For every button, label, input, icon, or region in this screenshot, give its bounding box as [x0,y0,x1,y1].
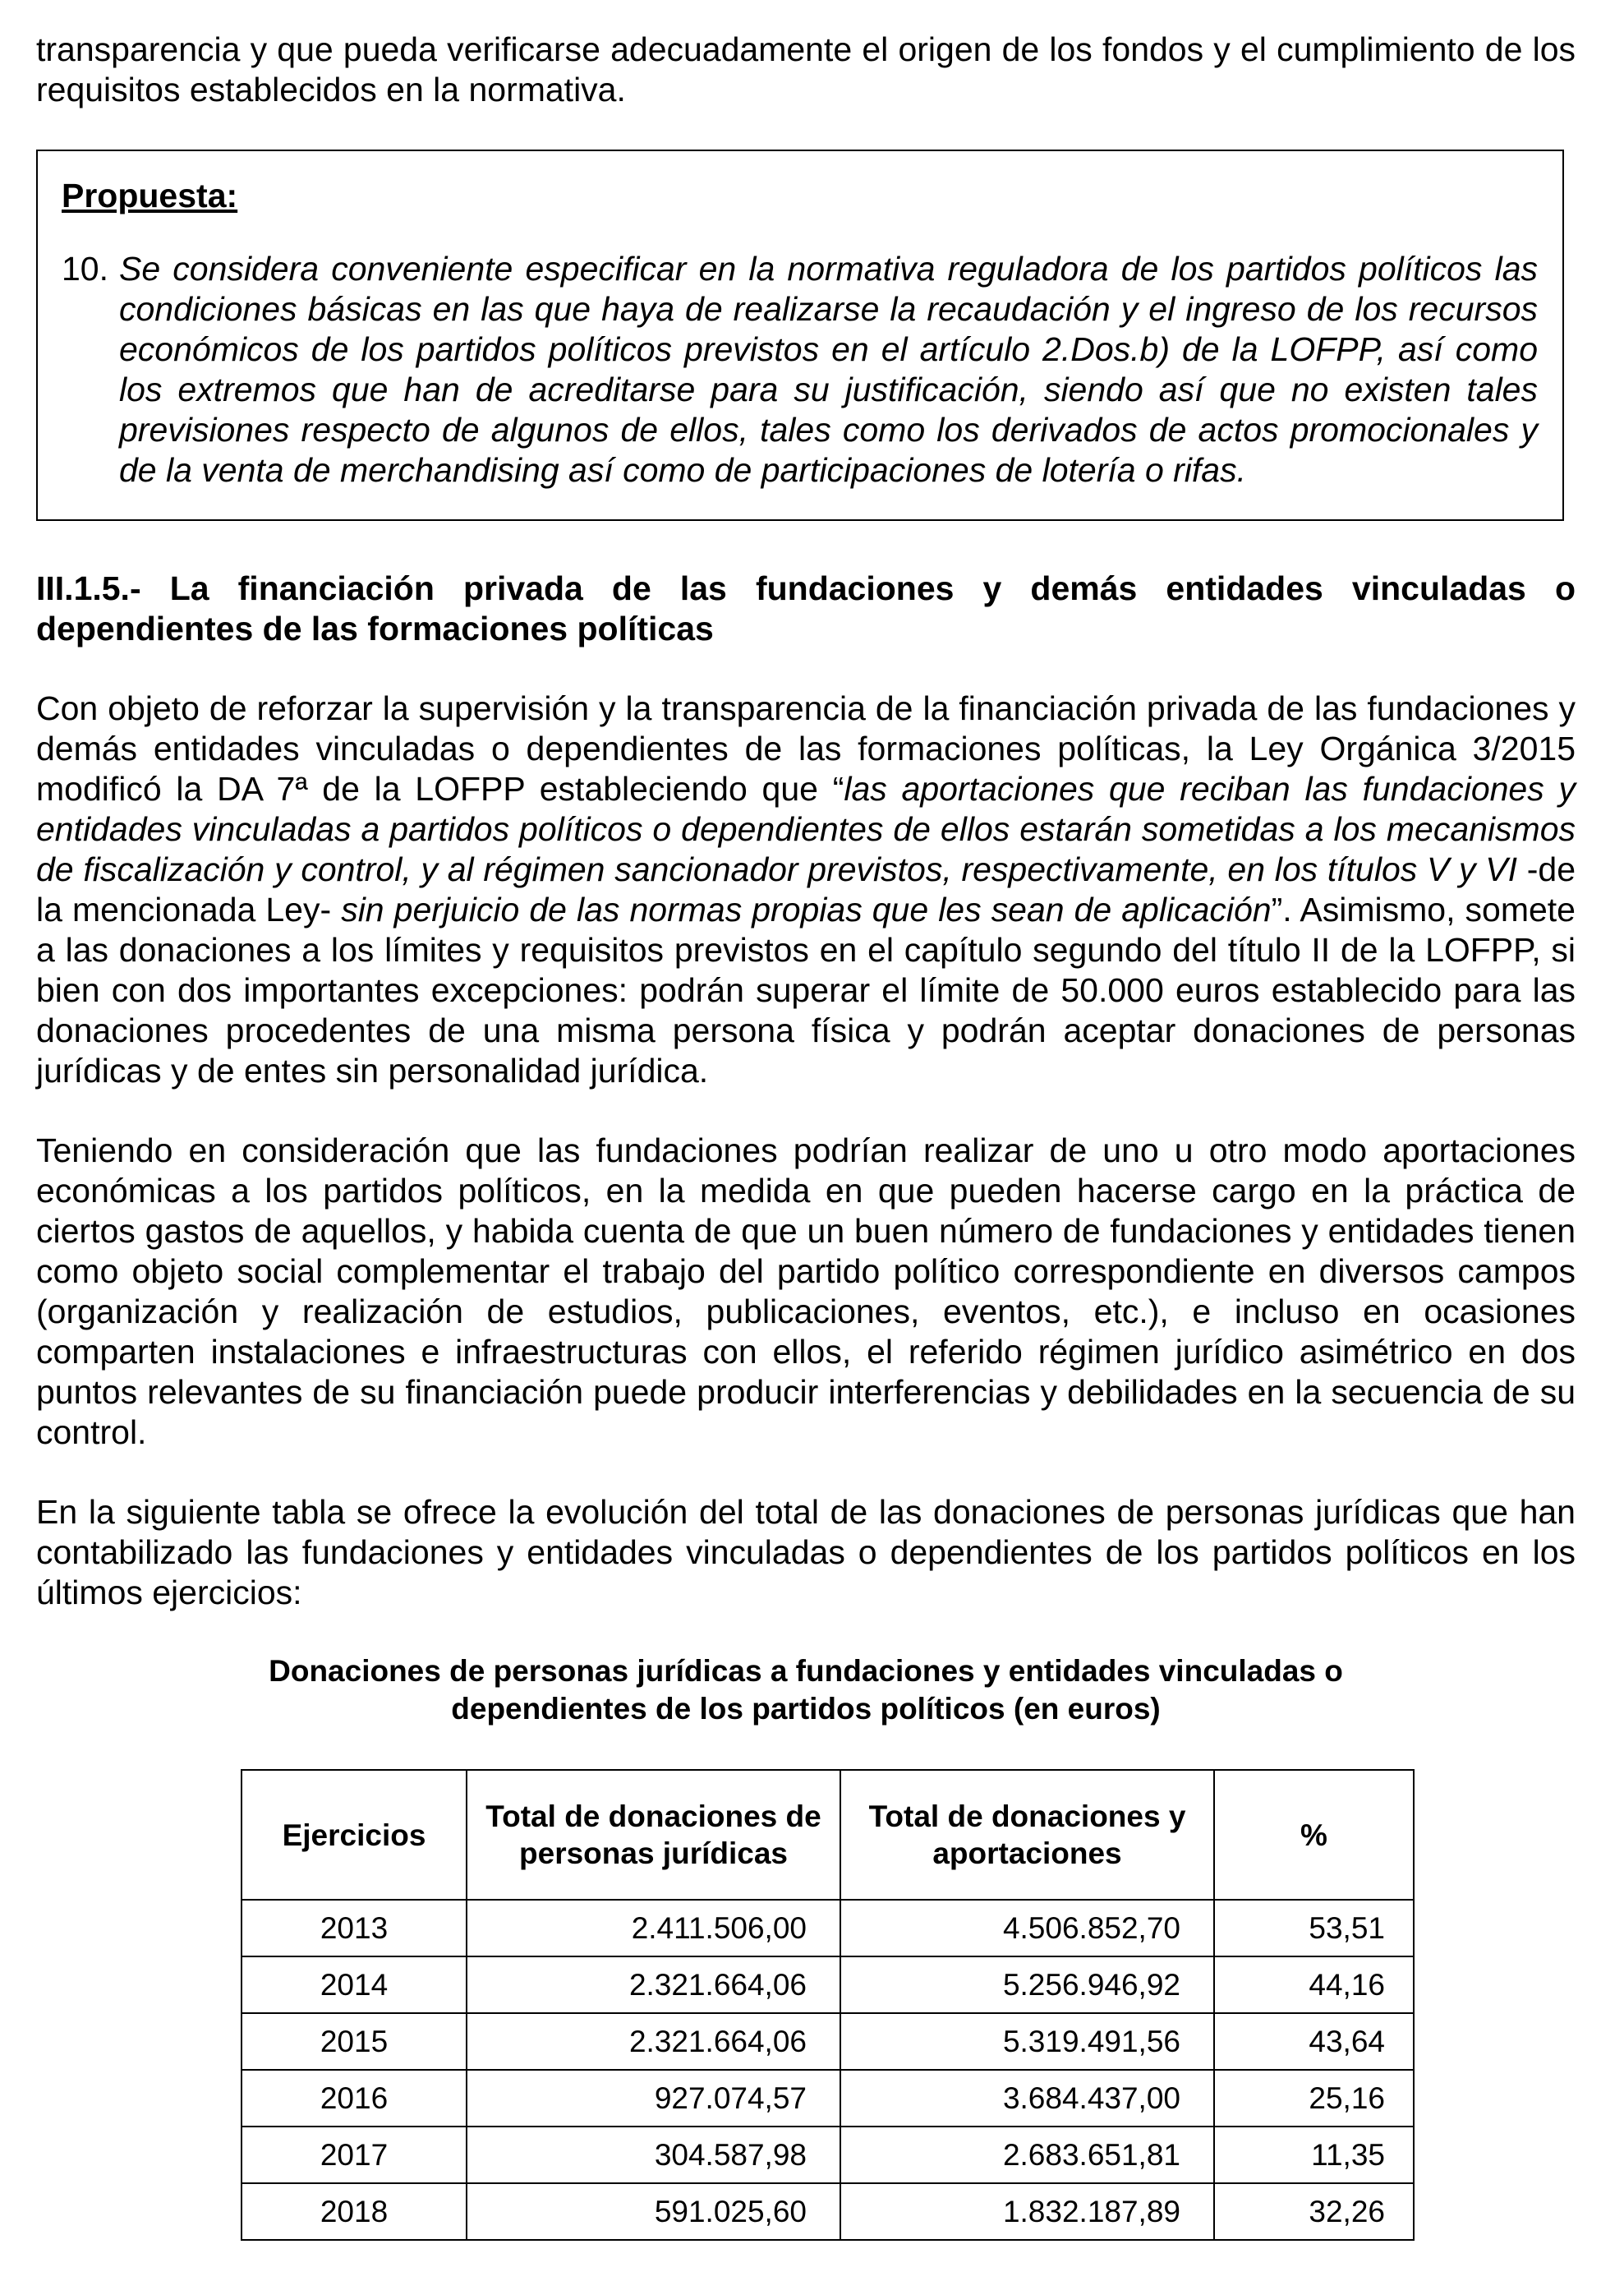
table-title-line-2: dependientes de los partidos políticos (en euros) [451,1692,1161,1726]
cell-year: 2017 [242,2127,467,2183]
cell-legal-donations: 2.321.664,06 [467,2013,840,2070]
cell-total-donations: 5.319.491,56 [840,2013,1214,2070]
table-row [242,2183,1414,2240]
cell-legal-donations: 304.587,98 [467,2127,840,2183]
intro-paragraph: transparencia y que pueda verificarse adecuadamente el origen de los fondos y el cumplimiento de los requisitos establecidos en la normativa. [36,30,1576,108]
cell-percentage: 25,16 [1214,2070,1414,2127]
cell-total-donations: 2.683.651,81 [840,2127,1214,2183]
table-title [36,1652,1576,1728]
cell-percentage: 44,16 [1214,1956,1414,2013]
cell-percentage: 11,35 [1214,2127,1414,2183]
table-row [242,2127,1414,2183]
donations-table [241,1769,1415,2241]
proposal-box [36,150,1564,521]
header-total-donations: Total de donaciones y aportaciones [840,1770,1214,1900]
cell-total-donations: 4.506.852,70 [840,1900,1214,1956]
paragraph-1-part2: -de la mencionada Ley- [36,850,1576,929]
cell-legal-donations: 2.411.506,00 [467,1900,840,1956]
paragraph-1-part3: ”. Asimismo, somete a las donaciones a los límites y requisitos previstos en el capítulo segundo del título II de la LOFPP, si bien con dos importantes excepciones: podrán superar el límite de 50.000 euros establecido para las donaciones procedentes de una misma persona física y podrán aceptar donaciones de personas jurídicas y de entes sin personalidad jurídica. [36,891,1576,1090]
document-page [36,30,1576,2241]
cell-year: 2016 [242,2070,467,2127]
proposal-number: 10. [62,250,108,288]
cell-percentage: 43,64 [1214,2013,1414,2070]
cell-total-donations: 1.832.187,89 [840,2183,1214,2240]
paragraph-1-quote-2: sin perjuicio de las normas propias que les sean de aplicación [341,891,1272,929]
table-row [242,2070,1414,2127]
paragraph-1-quote-1: las aportaciones que reciban las fundaciones y entidades vinculadas a partidos políticos o dependientes de ellos estarán sometidas a los mecanismos de fiscalización y control, y al régimen sancionador previstos, respectivamente, en los títulos V y VI [36,770,1576,888]
cell-year: 2018 [242,2183,467,2240]
table-row [242,2013,1414,2070]
cell-total-donations: 3.684.437,00 [840,2070,1214,2127]
paragraph-1-part1: Con objeto de reforzar la supervisión y la transparencia de la financiación privada de las fundaciones y demás entidades vinculadas o dependientes de las formaciones políticas, la Ley Orgánica 3/2015 modificó la DA 7ª de la LOFPP estableciendo que “ [36,689,1576,808]
cell-total-donations: 5.256.946,92 [840,1956,1214,2013]
cell-year: 2015 [242,2013,467,2070]
table-row [242,1900,1414,1956]
table-row [242,1956,1414,2013]
paragraph-1 [36,689,1576,1091]
header-percentage: % [1214,1770,1414,1900]
proposal-item [62,249,1538,491]
paragraph-2: Teniendo en consideración que las fundaciones podrían realizar de uno u otro modo aportaciones económicas a los partidos políticos, en la medida en que pueden hacerse cargo en la práctica de ciertos gastos de aquellos, y habida cuenta de que un buen número de fundaciones y entidades tienen como objeto social complementar el trabajo del partido político correspondiente en diversos campos (organización y realización de estudios, publicaciones, eventos, etc.), e incluso en ocasiones comparten instalaciones e infraestructuras con ellos, el referido régimen jurídico asimétrico en dos puntos relevantes de su financiación puede producir interferencias y debilidades en la secuencia de su control. [36,1131,1576,1451]
proposal-title: Propuesta: [62,177,238,214]
cell-legal-donations: 2.321.664,06 [467,1956,840,2013]
cell-percentage: 53,51 [1214,1900,1414,1956]
section-heading: III.1.5.- La financiación privada de las fundaciones y demás entidades vinculadas o dependientes de las formaciones políticas [36,569,1576,647]
table-header-row [242,1770,1414,1900]
header-year: Ejercicios [242,1770,467,1900]
cell-year: 2014 [242,1956,467,2013]
proposal-text: Se considera conveniente especificar en la normativa reguladora de los partidos políticos las condiciones básicas en las que haya de realizarse la recaudación y el ingreso de los recursos económicos de los partidos políticos previstos en el artículo 2.Dos.b) de la LOFPP, así como los extremos que han de acreditarse para su justificación, siendo así que no existen tales previsiones respecto de algunos de ellos, tales como los derivados de actos promocionales y de la venta de merchandising así como de participaciones de lotería o rifas. [119,250,1538,489]
cell-legal-donations: 927.074,57 [467,2070,840,2127]
table-title-line-1: Donaciones de personas jurídicas a fundaciones y entidades vinculadas o [269,1654,1343,1688]
cell-percentage: 32,26 [1214,2183,1414,2240]
paragraph-3: En la siguiente tabla se ofrece la evolución del total de las donaciones de personas jurídicas que han contabilizado las fundaciones y entidades vinculadas o dependientes de los partidos políticos en los últimos ejercicios: [36,1493,1576,1611]
header-legal-donations: Total de donaciones de personas jurídicas [467,1770,840,1900]
cell-legal-donations: 591.025,60 [467,2183,840,2240]
cell-year: 2013 [242,1900,467,1956]
